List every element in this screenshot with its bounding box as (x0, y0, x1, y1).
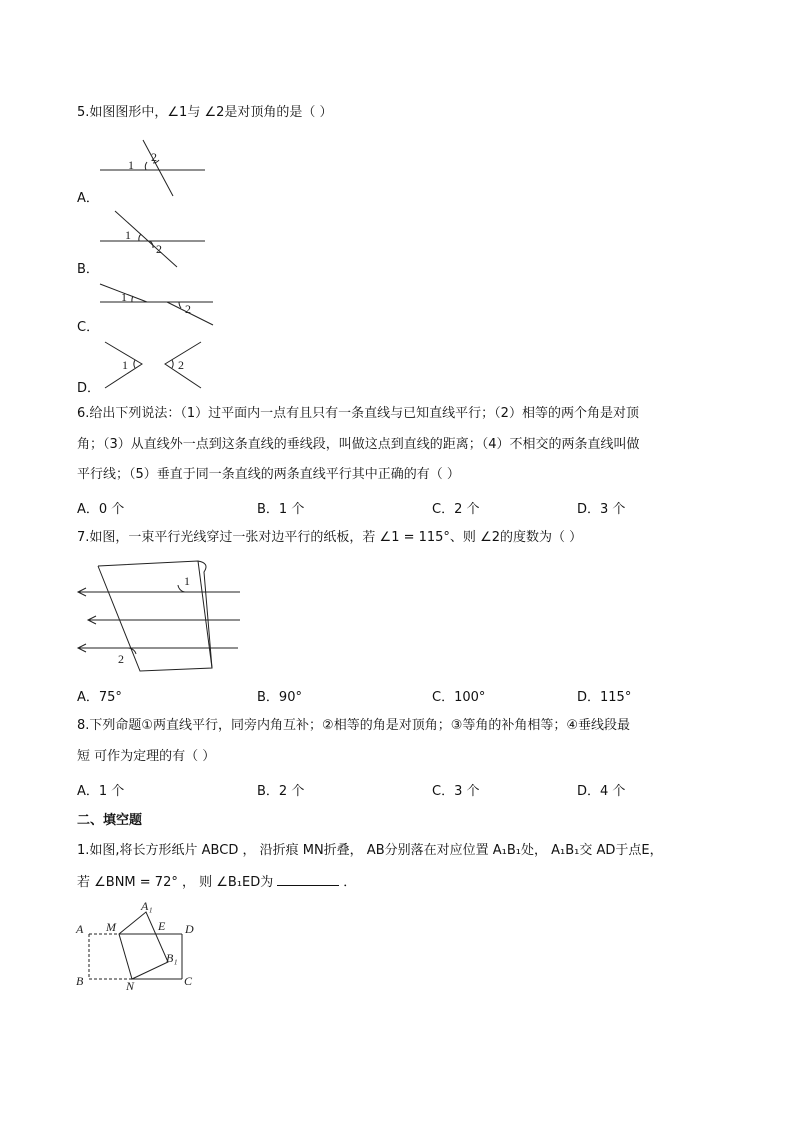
q6-option-d[interactable]: D．3 个 (577, 502, 626, 517)
q5c-label-1: 1 (121, 290, 127, 304)
q5a-label-2: 2 (151, 150, 157, 164)
q8-option-c[interactable]: C．3 个 (432, 784, 480, 799)
q8-option-a[interactable]: A．1 个 (77, 784, 125, 799)
section-title-fill-in: 二、填空题 (77, 813, 143, 828)
label-e: E (158, 919, 166, 933)
q5b-label-1: 1 (125, 228, 131, 242)
q5-stem: 5.如图图形中，∠1与 ∠2是对顶角的是（ ） (77, 105, 333, 120)
q6-option-c[interactable]: C．2 个 (432, 502, 480, 517)
q7-option-c[interactable]: C．100° (432, 690, 486, 705)
q5-figure-b (95, 208, 215, 270)
label-b1: B₁ (166, 951, 178, 965)
answer-blank[interactable] (277, 873, 339, 886)
q5b-label-2: 2 (156, 242, 162, 256)
label-a1: A₁ (141, 899, 153, 913)
fill1-line-2-text: 若 ∠BNM = 72° ， 则 ∠B₁ED为 (77, 875, 274, 890)
q5-option-d[interactable]: D． (77, 381, 101, 396)
q8-line-1: 8.下列命题①两直线平行，同旁内角互补；②相等的角是对顶角；③等角的补角相等；④垂线段最 (77, 718, 631, 733)
fill1-figure (72, 898, 202, 993)
label-m: M (106, 920, 116, 934)
q5d-label-2: 2 (178, 358, 184, 372)
q7-option-d[interactable]: D．115° (577, 690, 632, 705)
q6-option-b[interactable]: B．1 个 (257, 502, 305, 517)
q8-option-d[interactable]: D．4 个 (577, 784, 626, 799)
q7-label-2: 2 (118, 652, 124, 666)
q6-option-a[interactable]: A．0 个 (77, 502, 125, 517)
q5-figure-a (95, 138, 215, 198)
label-a: A (76, 922, 84, 936)
q5-figure-c (95, 275, 220, 330)
q5c-label-2: 2 (185, 302, 191, 316)
q7-stem: 7.如图，一束平行光线穿过一张对边平行的纸板，若 ∠1 = 115°、则 ∠2的度数为（ ） (77, 530, 583, 545)
q7-figure (70, 558, 250, 678)
q5d-label-1: 1 (122, 358, 128, 372)
q6-line-1: 6.给出下列说法：（1）过平面内一点有且只有一条直线与已知直线平行；（2）相等的两个角是对顶 (77, 406, 639, 421)
label-n: N (126, 979, 135, 993)
q7-option-b[interactable]: B．90° (257, 690, 302, 705)
q8-line-2: 短 可作为定理的有（ ） (77, 749, 216, 764)
q5-option-b[interactable]: B． (77, 262, 99, 277)
fill1-line-1: 1.如图,将长方形纸片 ABCD ， 沿折痕 MN折叠， AB分别落在对应位置 A₁B₁处， A₁B₁交 AD于点E， (77, 843, 663, 858)
q5-figure-d (95, 338, 215, 394)
fill1-line-2 (77, 873, 356, 892)
q5-option-a[interactable]: A． (77, 191, 99, 206)
label-b: B (76, 974, 84, 988)
q8-option-b[interactable]: B．2 个 (257, 784, 305, 799)
q6-line-3: 平行线；（5）垂直于同一条直线的两条直线平行其中正确的有（ ） (77, 467, 460, 482)
label-d: D (185, 922, 194, 936)
label-c: C (184, 974, 193, 988)
q5-option-c[interactable]: C． (77, 320, 100, 335)
q6-line-2: 角；（3）从直线外一点到这条直线的垂线段，叫做这点到直线的距离；（4）不相交的两条直线叫做 (77, 437, 640, 452)
q5a-label-1: 1 (128, 158, 134, 172)
q7-label-1: 1 (184, 574, 190, 588)
q7-option-a[interactable]: A．75° (77, 690, 122, 705)
fill1-line-2-end: ． (343, 875, 357, 890)
